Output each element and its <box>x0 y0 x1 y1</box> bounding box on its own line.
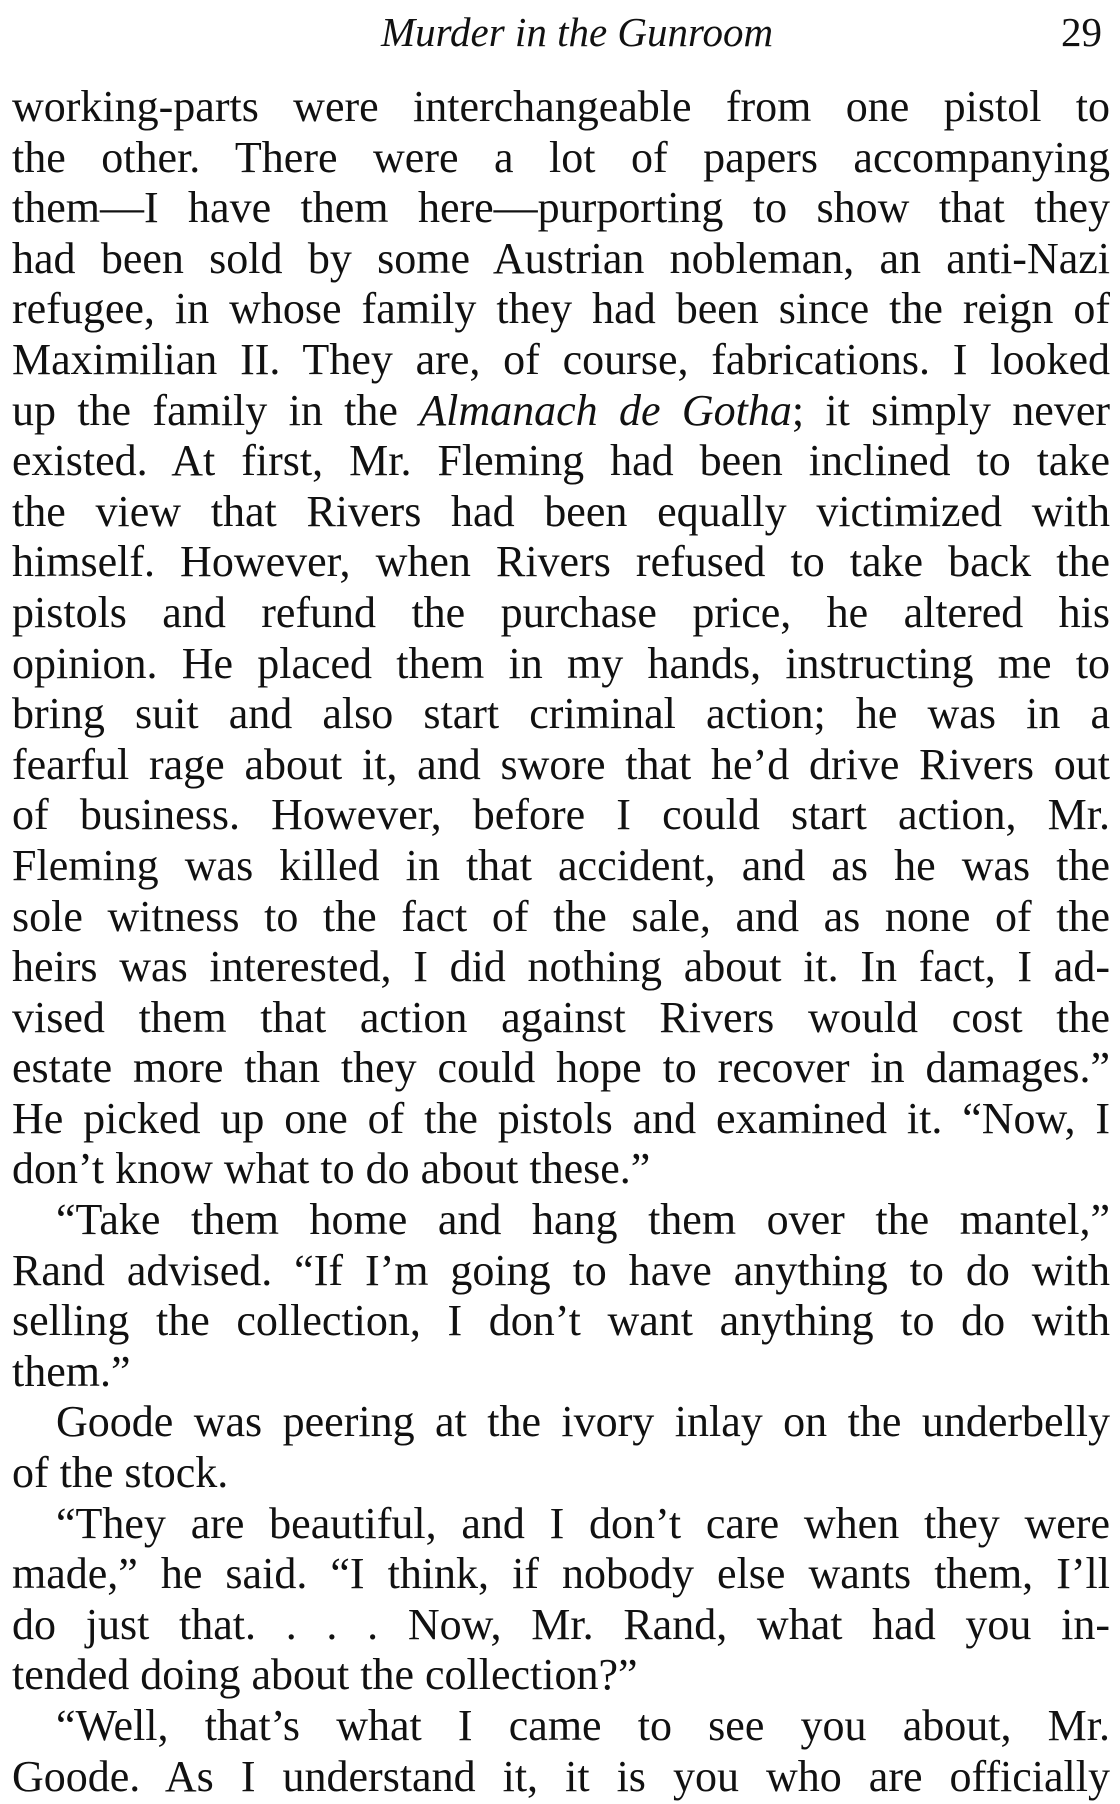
text-line: selling the collection, I don’t want anything to do with <box>12 1296 1110 1346</box>
text-line: of the stock. <box>12 1448 229 1498</box>
text-line: the view that Rivers had been equally victimized with <box>12 486 1110 536</box>
text-line: made,” he said. “I think, if nobody else wants them, I’ll <box>12 1549 1110 1599</box>
text-line: vised them that action against Rivers would cost the <box>12 992 1110 1042</box>
text-line <box>12 386 1110 437</box>
text-line: existed. At first, Mr. Fleming had been inclined to take <box>12 436 1110 486</box>
text-line: them.” <box>12 1346 131 1396</box>
text-line: Rand advised. “If I’m going to have anything to do with <box>12 1245 1110 1295</box>
running-head <box>12 2 1102 58</box>
text-line: refugee, in whose family they had been since the reign of <box>12 284 1110 334</box>
text-line: Fleming was killed in that accident, and as he was the <box>12 840 1110 890</box>
text-line: He picked up one of the pistols and examined it. “Now, I <box>12 1093 1110 1143</box>
running-title: Murder in the Gunroom <box>380 9 774 55</box>
text-line: Goode. As I understand it, it is you who are officially <box>12 1751 1110 1801</box>
text-segment: ; it simply never <box>791 385 1110 435</box>
text-line: tended doing about the collection?” <box>12 1650 638 1700</box>
text-line: “Well, that’s what I came to see you about, Mr. <box>56 1701 1110 1750</box>
text-line: bring suit and also start criminal action; he was in a <box>12 689 1110 739</box>
text-line: Maximilian II. They are, of course, fabrications. I looked <box>12 334 1110 384</box>
text-line: estate more than they could hope to recover in damages.” <box>12 1043 1110 1093</box>
page-number: 29 <box>1061 9 1102 55</box>
italic-title: Almanach de Gotha <box>419 385 792 435</box>
text-line: the other. There were a lot of papers accompanying <box>12 132 1110 182</box>
text-line: “Take them home and hang them over the mantel,” <box>56 1195 1110 1245</box>
text-line: had been sold by some Austrian nobleman, an anti-Nazi <box>12 233 1110 283</box>
text-line: Goode was peering at the ivory inlay on the underbelly <box>56 1397 1110 1447</box>
text-line: fearful rage about it, and swore that he’d drive Rivers out <box>12 739 1110 789</box>
text-segment: up the family in the <box>12 385 420 435</box>
text-line: don’t know what to do about these.” <box>12 1144 651 1194</box>
text-line: working-parts were interchangeable from one pistol to <box>12 82 1110 131</box>
text-line: opinion. He placed them in my hands, instructing me to <box>12 638 1110 688</box>
text-line: pistols and refund the purchase price, he altered his <box>12 587 1110 637</box>
text-line: do just that. . . . Now, Mr. Rand, what had you in- <box>12 1599 1110 1649</box>
text-line: heirs was interested, I did nothing about it. In fact, I ad- <box>12 942 1110 992</box>
text-line: them—I have them here—purporting to show that they <box>12 183 1110 233</box>
text-line: himself. However, when Rivers refused to take back the <box>12 537 1110 587</box>
body-text <box>12 82 1110 1802</box>
text-line: of business. However, before I could start action, Mr. <box>12 790 1110 840</box>
text-line: sole witness to the fact of the sale, and as none of the <box>12 891 1110 941</box>
text-line: “They are beautiful, and I don’t care when they were <box>56 1498 1110 1548</box>
